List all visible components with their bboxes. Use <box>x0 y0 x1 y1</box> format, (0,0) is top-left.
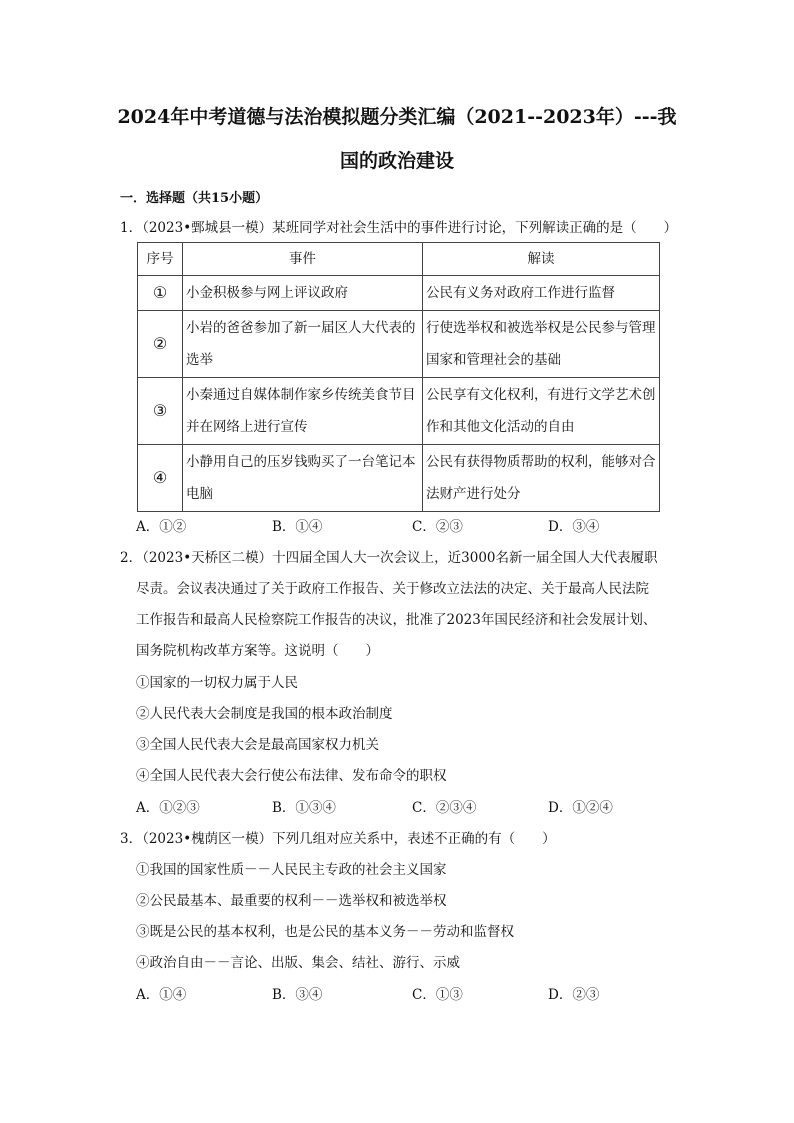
question-2-item: ②人民代表大会制度是我国的根本政治制度 <box>136 706 393 722</box>
table-cell-num: ② <box>138 311 183 378</box>
table-cell-event <box>183 276 423 311</box>
table-row <box>138 276 660 311</box>
question-3-stem: 3．（2023•槐荫区一模）下列几组对应关系中，表述不正确的有（ ） <box>120 831 556 847</box>
question-1-table <box>137 242 660 512</box>
table-header-cell: 事件 <box>183 243 423 276</box>
reading-text: 行使选举权和被选举权是公民参与管理国家和管理社会的基础 <box>426 320 656 368</box>
table-cell-reading <box>423 276 660 311</box>
reading-text: 公民有义务对政府工作进行监督 <box>426 285 615 301</box>
section-heading: 一．选择题（共15小题） <box>120 191 269 206</box>
option-c[interactable]: C．②③ <box>412 519 463 535</box>
question-2-stem-line: 2．（2023•天桥区二模）十四届全国人大一次会议上，近3000名新一届全国人大代表履职 <box>120 550 658 566</box>
table-cell-num: ① <box>138 276 183 311</box>
table-row <box>138 378 660 445</box>
option-a[interactable]: A．①④ <box>136 987 187 1003</box>
table-header-row <box>138 243 660 276</box>
event-text: 小金积极参与网上评议政府 <box>186 285 348 301</box>
question-2-stem-line: 尽责。会议表决通过了关于政府工作报告、关于修改立法法的决定、关于最高人民法院 <box>136 581 649 597</box>
question-2-item: ①国家的一切权力属于人民 <box>136 675 298 691</box>
option-b[interactable]: B．①③④ <box>272 800 336 816</box>
question-3-item: ②公民最基本、最重要的权利－－选举权和被选举权 <box>136 893 447 909</box>
option-b[interactable]: B．①④ <box>272 519 323 535</box>
question-3-item: ①我国的国家性质－－人民民主专政的社会主义国家 <box>136 862 447 878</box>
option-a[interactable]: A．①②③ <box>136 800 200 816</box>
event-text: 小静用自己的压岁钱购买了一台笔记本电脑 <box>186 454 416 502</box>
table-cell-event <box>183 311 423 378</box>
event-text: 小秦通过自媒体制作家乡传统美食节目并在网络上进行宣传 <box>186 387 416 435</box>
option-c[interactable]: C．①③ <box>412 987 463 1003</box>
table-cell-num: ④ <box>138 445 183 512</box>
reading-text: 公民享有文化权利，有进行文学艺术创作和其他文化活动的自由 <box>426 387 656 435</box>
option-c[interactable]: C．②③④ <box>412 800 477 816</box>
table-cell-reading <box>423 378 660 445</box>
table-header-cell: 解读 <box>423 243 660 276</box>
question-1-stem: 1．（2023•鄄城县一模）某班同学对社会生活中的事件进行讨论，下列解读正确的是（ ） <box>120 220 678 236</box>
question-3-item: ④政治自由－－言论、出版、集会、结社、游行、示威 <box>136 955 460 971</box>
option-d[interactable]: D．①②④ <box>548 800 613 816</box>
table-cell-num: ③ <box>138 378 183 445</box>
table-row <box>138 445 660 512</box>
table-cell-event <box>183 378 423 445</box>
question-2-item: ③全国人民代表大会是最高国家权力机关 <box>136 737 379 753</box>
table-cell-reading <box>423 445 660 512</box>
reading-text: 公民有获得物质帮助的权利，能够对合法财产进行处分 <box>426 454 656 502</box>
doc-title-line2: 国的政治建设 <box>339 150 454 172</box>
question-2-stem-line: 工作报告和最高人民检察院工作报告的决议，批准了2023年国民经济和社会发展计划、 <box>136 612 657 628</box>
table-cell-event <box>183 445 423 512</box>
question-3-item: ③既是公民的基本权利，也是公民的基本义务－－劳动和监督权 <box>136 924 514 940</box>
option-a[interactable]: A．①② <box>136 519 187 535</box>
option-b[interactable]: B．③④ <box>272 987 323 1003</box>
table-cell-reading <box>423 311 660 378</box>
table-header-cell: 序号 <box>138 243 183 276</box>
option-d[interactable]: D．③④ <box>548 519 600 535</box>
doc-title-line1: 2024年中考道德与法治模拟题分类汇编（2021--2023年）---我 <box>117 106 677 128</box>
event-text: 小岩的爸爸参加了新一届区人大代表的选举 <box>186 320 416 368</box>
question-2-stem-line: 国务院机构改革方案等。这说明（ ） <box>136 643 379 659</box>
question-2-item: ④全国人民代表大会行使公布法律、发布命令的职权 <box>136 768 447 784</box>
table-row <box>138 311 660 378</box>
option-d[interactable]: D．②③ <box>548 987 600 1003</box>
